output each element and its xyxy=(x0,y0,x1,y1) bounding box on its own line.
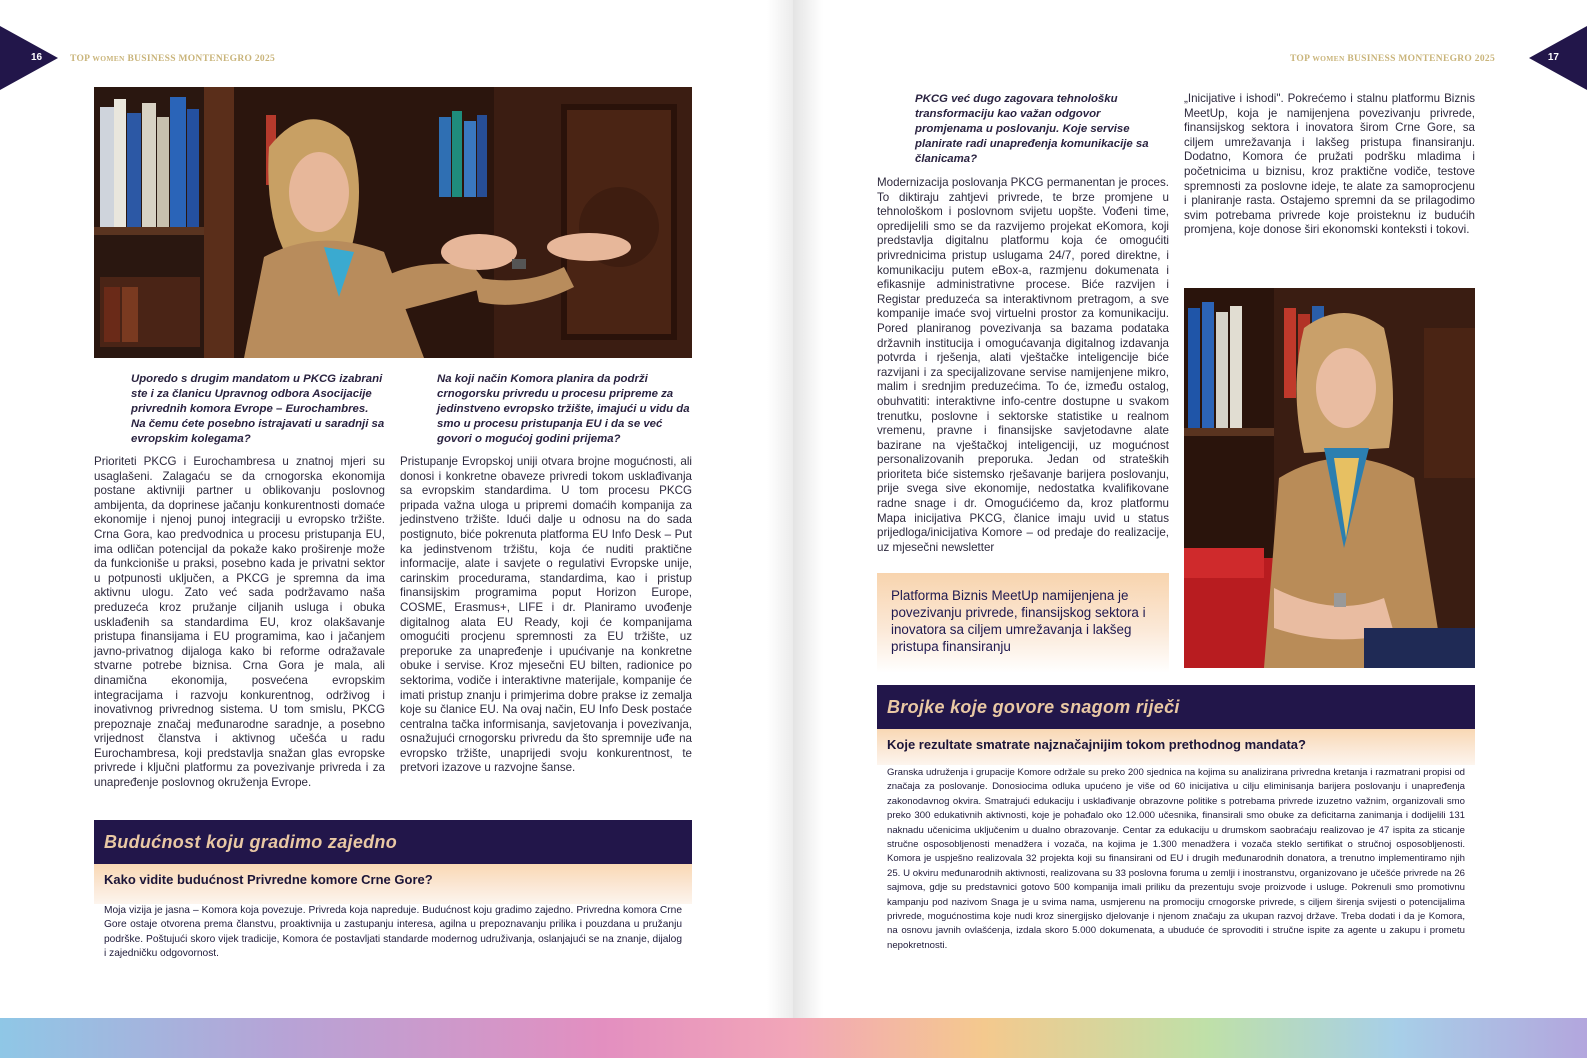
running-head: TOP WOMEN BUSINESS MONTENEGRO 2025 xyxy=(70,54,276,64)
question-eu-single-market: Na koji način Komora planira da podrži crnogorsku privredu u procesu pripreme za jedinstveno evropsko tržište, imajući u vidu da smo u procesu pristupanja EU i da se već govori o mogućoj godini prijema? xyxy=(437,373,690,445)
answer-digital-services-part1: Modernizacija poslovanja PKCG permanentan je proces. To diktiraju zahtjevi privrede, te brze promjene u tehnološkom i poslovnom svijetu uopšte. Vođeni time, opredijelili smo se da razvijemo projekat eKomora, koji predstavlja digitalnu platformu koja će omogućiti privrednicima pristup uslugama 24/7, pored direktne, i komunikaciju putem eBox-a, razmjenu dokumenata i efikasnije administrativne procese. Biće razvijen i Registar preduzeća sa interaktivnom pretragom, a sve kompanije imaće svoj virtuelni prostor za komunikaciju. Pored planiranog povezivanja sa bazama podataka državnih institucija i omogućavanja digitalnog izdavanja potvrda i rješenja, alati vještačke inteligencije biće razvijani i za specijalizovane servise namijenjene mikro, malim i srednjim preduzećima. To će, između ostalog, obuhvatiti: interaktivne info-centre dostupne u svakom trenutku, poslovne i sektorske statistike u realnom vremenu, pravne i finansijske savjetodavne alate bazirane na vještačkoj inteligenciji, uz mogućnost personalizovanih preporuka. Jedan od strateških prioriteta biće sistemsko rješavanje barijera poslovanju, prije svega sive ekonomije, nedostatka kvalifikovane radne snage i dr. Omogućićemo da, kroz platformu Mapa inicijativa PKCG, članice imaju uvid u status prijedloga/inicijativa Komore – od predaje do realizacije, uz mjesečni newsletter xyxy=(877,176,1169,554)
portrait-photo-seated xyxy=(1184,288,1475,668)
section-question-results: Koje rezultate smatrate najznačajnijim tokom prethodnog mandata? xyxy=(877,729,1475,765)
left-page xyxy=(0,0,793,1058)
decorative-gradient-footer xyxy=(0,1018,1587,1058)
section-answer-results: Granska udruženja i grupacije Komore održale su preko 200 sjednica na kojima su analizirana privredna kretanja i razmatrani propisi od značaja za poslovanje. Donosiocima odluka upućeno je više od 60 inicijativa u cilju eliminisanja barijera poslovanju i unapređenja zakonodavnog okvira. Smatrajući edukaciju i usklađivanje obrazovne politike s potrebama privrede izuzetno važnim, organizovali smo preko 300 edukativnih aktivnosti, koje je pohađalo oko 12.000 učesnika, finansirali smo obuke za deficitarna zanimanja i dodijelili 131 naknadu učenicima uključenim u dualno obrazovanje. Centar za edukaciju u drumskom saobraćaju realizovao je 47 ispita za sticanje stručne osposobljenosti menadžera i vozača, na kojima je 1.300 menadžera i vozača steklo sertifikat o stručnoj osposobljenosti. Komora je uspješno realizovala 32 projekta koji su finansirani od EU i drugih međunarodnih donatora, a trenutno implementiramo njih 25. U okviru međunarodnih aktivnosti, realizovana su 33 poslovna foruma u zemlji i inostranstvu, organizovano je učešće privrede na 26 sajmova, gdje su predstavnici gotovo 500 kompanija imali priliku da prezentuju svoje proizvode i usluge. Pokrenuli smo promotivnu kampanju pod nazivom Snaga je u svima nama, usmjerenu na promociju crnogorske privrede, s ciljem širenja svijesti o potencijalima privrede, mogućnostima koje nudi kroz sinergijsko djelovanje i njenom značaju za ukupan razvoj države. Treba dodati i da je Komora, na osnovu javnih ovlašćenja, izdala skoro 5.000 dokumenata, a ubuduće će sprovoditi i stručne ispite za agente u zakupu i prometu nepokretnosti. xyxy=(887,767,1465,951)
page-number: 17 xyxy=(1547,52,1559,63)
running-head: TOP WOMEN BUSINESS MONTENEGRO 2025 xyxy=(1289,54,1495,64)
answer-eurochambres: Prioriteti PKCG i Eurochambresa u znatnoj mjeri su usaglašeni. Zalagaću se da crnogorska ekonomija postane aktivniji partner u oblikovanju poslovnog ambijenta, da doprinese jačanju konkurentnosti domaće ekonomije i njenoj punoj integraciji u evropsko tržište. Crna Gora, kao predvodnica u procesu pristupanja EU, ima odličan potencijal da pokaže kako proširenje može da funkcioniše u praksi, posebno kada je privatni sektor u potpunosti uključen, a PKCG je spremna da ima aktivnu ulogu. Zato već sada podržavamo naša preduzeća kroz pružanje ciljanih usluga i obuka usklađenih sa standardima EU, kroz olakšavanje pristupa finansijama i EU programima, kao i jačanjem javno-privatnog dijaloga kako bi reforme odražavale stvarne potrebe biznisa. Crna Gora je mala, ali dinamična ekonomija, posvećena evropskim integracijama i razvoju konkurentnog, održivog i inovativnog privrednog sistema. U tom smislu, PKCG prepoznaje značaj međunarodne saradnje, a posebno vrijednost članstva i aktivnog učešća u radu Eurochambresa, koji predstavlja snažan glas evropske privrede i ključni platformu za povezivanje privreda i za unapređenje poslovnog okruženja Evrope. xyxy=(94,455,385,790)
section-question-future: Kako vidite budućnost Privredne komore Crne Gore? xyxy=(94,864,692,904)
answer-eu-single-market: Pristupanje Evropskoj uniji otvara brojne mogućnosti, ali donosi i konkretne obaveze privredi tokom usklađivanja sa evropskim standardima. U tom procesu PKCG pripada važna uloga u pripremi domaćih kompanija za jedinstveno tržište. Idući dalje u odnosu na do sada postignuto, biće pokrenuta platforma EU Info Desk – Put ka jedinstvenom tržištu, koja će nuditi praktične informacije, alate i savjete o regulativi Evropske unije, carinskim procedurama, standardima, kao i pristup finansijskim programima poput Horizon Europe, COSME, Erasmus+, LIFE i dr. Planiramo uvođenje digitalnog alata EU Ready, koji će kompanijama omogućiti procjenu spremnosti za EU tržište, uz preporuke za unapređenje i upućivanje na konkretne obuke i servise. Kroz mjesečni EU bilten, radionice po sektorima, vodiče i interaktivne materijale, kompanije će imati pristup znanju i primjerima dobre prakse iz zemalja koje su članice EU. Na ovaj način, EU Info Desk postaće centralna tačka informisanja, savjetovanja i povezivanja, osnažujući crnogorsku privredu da što spremnije uđe na evropsko tržište, unaprijedi svoju konkurentnost, te pretvori izazove u razvojne šanse. xyxy=(400,455,692,775)
section-answer-future: Moja vizija je jasna – Komora koja povezuje. Privreda koja napreduje. Budućnost koju gradimo zajedno. Privredna komora Crne Gore ostaje otvorena prema članstvu, proaktivnija u zastupanju interesa, agilna u prepoznavanju prilika i pouzdana u pružanju podrške. Poštujući skoro vijek tradicije, Komora će postavljati standarde modernog udruživanja, oslanjajući se na znanje, dijalog i zajedničku odgovornost. xyxy=(104,905,682,960)
page-corner-marker xyxy=(0,26,58,90)
question-digital-services: PKCG već dugo zagovara tehnološku transformaciju kao važan odgovor promjenama u poslovanju. Koje servise planirate radi unapređenja komunikacije sa članicama? xyxy=(915,93,1149,165)
answer-digital-services-part2: „Inicijative i ishodi". Pokrećemo i stalnu platformu Biznis MeetUp, koja je namijenjena povezivanju privrede, finansijskog sektora i inovatora širom Crne Gore, sa ciljem umrežavanja i lakšeg pristupa finansiranju. Dodatno, Komora će pružati podršku mladima i početnicima u biznisu, kroz praktične vodiče, testove spremnosti za poslovne ideje, te alate za samoprocjenu i planiranje rasta. Ostajemo spremni da se prilagodimo svim potrebama privrede koje proisteknu iz budućih promjena, koje donose širi ekonomski konteksti i tokovi. xyxy=(1184,92,1475,237)
interview-photo-gesturing xyxy=(94,87,692,358)
section-title: Brojke koje govore snagom riječi xyxy=(887,696,1180,717)
question-eurochambres: Uporedo s drugim mandatom u PKCG izabrani ste i za članicu Upravnog odbora Asocijacije privrednih komora Evrope – Eurochambres. Na čemu ćete posebno istrajavati u saradnji sa evropskim kolegama? xyxy=(131,373,385,445)
right-page xyxy=(793,0,1587,1058)
section-banner-numbers xyxy=(877,685,1475,729)
pull-quote: Platforma Biznis MeetUp namijenjena je povezivanju privrede, finansijskog sektora i inovatora sa ciljem umrežavanja i lakšeg pristupa finansiranju xyxy=(877,573,1169,673)
section-title: Budućnost koju gradimo zajedno xyxy=(104,831,398,852)
page-number: 16 xyxy=(31,52,43,63)
section-banner-future xyxy=(94,820,692,864)
